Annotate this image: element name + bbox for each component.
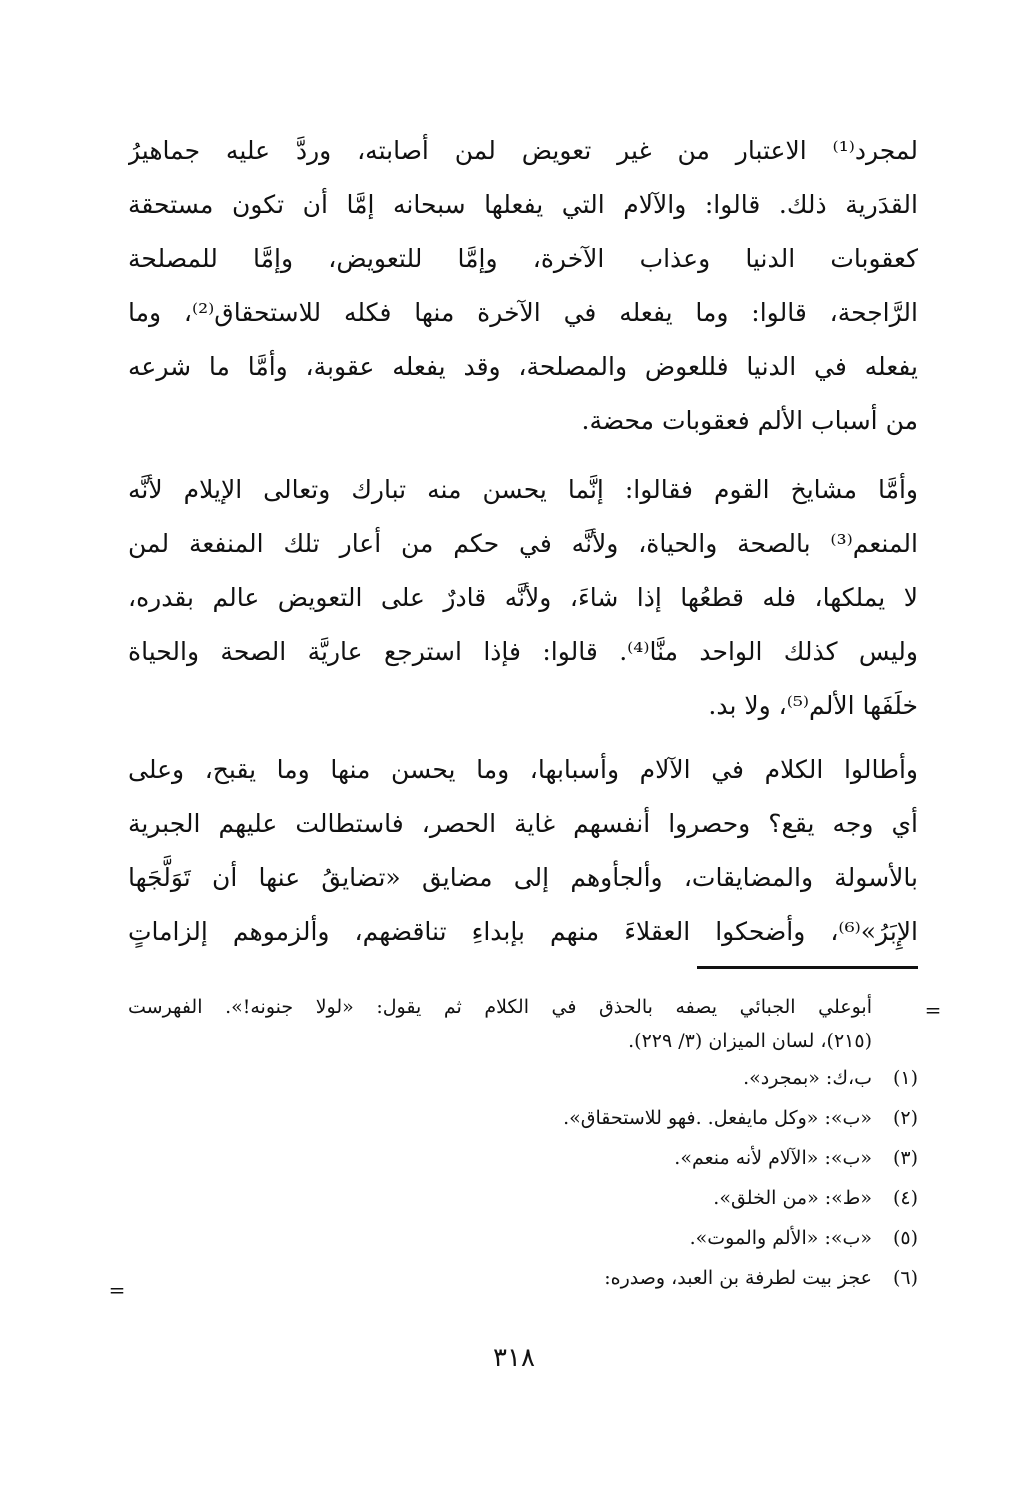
text-line: الإِبَرُ»⁽⁶⁾، وأضحكوا العقلاءَ منهم بإبداءِ تناقضهم، وألزموهم إلزاماتٍ <box>128 917 918 946</box>
text-line: من أسباب الألم فعقوبات محضة. <box>581 406 918 435</box>
text-line: أي وجه يقع؟ وحصروا أنفسهم غاية الحصر، فاستطالت عليهم الجبرية <box>128 809 918 838</box>
footnote-end-mark: = <box>108 1278 126 1302</box>
footnote-text: «ط»: «من الخلق». <box>713 1187 872 1209</box>
footnote-number: (٣) <box>892 1147 918 1169</box>
text-line: لمجرد⁽¹⁾ الاعتبار من غير تعويض لمن أصابته، وردَّ عليه جماهيرُ <box>128 136 918 165</box>
page-number: ٣١٨ <box>493 1343 535 1373</box>
text-line: لا يملكها، فله قطعُها إذا شاءَ، ولأنَّه قادرٌ على التعويض عالم بقدره، <box>128 583 918 612</box>
footnote-2 <box>128 1098 918 1138</box>
paragraph-3 <box>128 743 918 959</box>
footnote-text: عجز بيت لطرفة بن العبد، وصدره: <box>604 1267 872 1289</box>
footnote-continuation-mark: = <box>924 998 942 1022</box>
footnote-number: (٦) <box>892 1267 918 1289</box>
text-line: كعقوبات الدنيا وعذاب الآخرة، وإمَّا للتعويض، وإمَّا للمصلحة <box>128 244 918 273</box>
text-line: الرَّاجحة، قالوا: وما يفعله في الآخرة منها فكله للاستحقاق⁽²⁾، وما <box>128 298 918 327</box>
paragraph-2 <box>128 463 918 733</box>
text-line: وأطالوا الكلام في الآلام وأسبابها، وما يحسن منها وما يقبح، وعلى <box>128 755 918 784</box>
footnote-5 <box>128 1218 918 1258</box>
text-line: خلَفَها الألم⁽⁵⁾، ولا بد. <box>708 691 918 720</box>
text-line: المنعم⁽³⁾ بالصحة والحياة، ولأنَّه في حكم من أعار تلك المنفعة لمن <box>128 529 918 558</box>
footnote-number: (٤) <box>892 1187 918 1209</box>
footnote-text: ب،ك: «بمجرد». <box>743 1067 872 1089</box>
footnote-line: (٢١٥)، لسان الميزان (٣/ ٢٢٩). <box>628 1030 872 1052</box>
text-line: القدَرية ذلك. قالوا: والآلام التي يفعلها سبحانه إمَّا أن تكون مستحقة <box>128 190 918 219</box>
footnote-separator <box>697 966 918 969</box>
footnote-4 <box>128 1178 918 1218</box>
footnote-text: «ب»: «وكل مايفعل. .فهو للاستحقاق». <box>563 1107 872 1129</box>
footnote-number: (٥) <box>892 1227 918 1249</box>
footnote-1 <box>128 1058 918 1098</box>
footnote-number: (٢) <box>892 1107 918 1129</box>
footnote-3 <box>128 1138 918 1178</box>
footnote-text: «ب»: «الألم والموت». <box>689 1227 872 1249</box>
text-line: يفعله في الدنيا فللعوض والمصلحة، وقد يفعله عقوبة، وأمَّا ما شرعه <box>128 352 918 381</box>
footnote-number: (١) <box>892 1067 918 1089</box>
footnote-text: «ب»: «الآلام لأنه منعم». <box>674 1147 872 1169</box>
footnote-6 <box>128 1258 918 1298</box>
footnote-continuation <box>128 990 918 1058</box>
footnote-line: أبوعلي الجبائي يصفه بالحذق في الكلام ثم يقول: «لولا جنونه!». الفهرست <box>128 996 872 1018</box>
footnotes <box>128 990 918 1298</box>
text-line: بالأسولة والمضايقات، وألجأوهم إلى مضايق «تضايقُ عنها أن تَوَلَّجَها <box>128 863 918 892</box>
text-line: وأمَّا مشايخ القوم فقالوا: إنَّما يحسن منه تبارك وتعالى الإيلام لأنَّه <box>128 475 918 504</box>
paragraph-1 <box>128 124 918 448</box>
text-line: وليس كذلك الواحد منَّا⁽⁴⁾. قالوا: فإذا استرجع عاريَّة الصحة والحياة <box>128 637 918 666</box>
